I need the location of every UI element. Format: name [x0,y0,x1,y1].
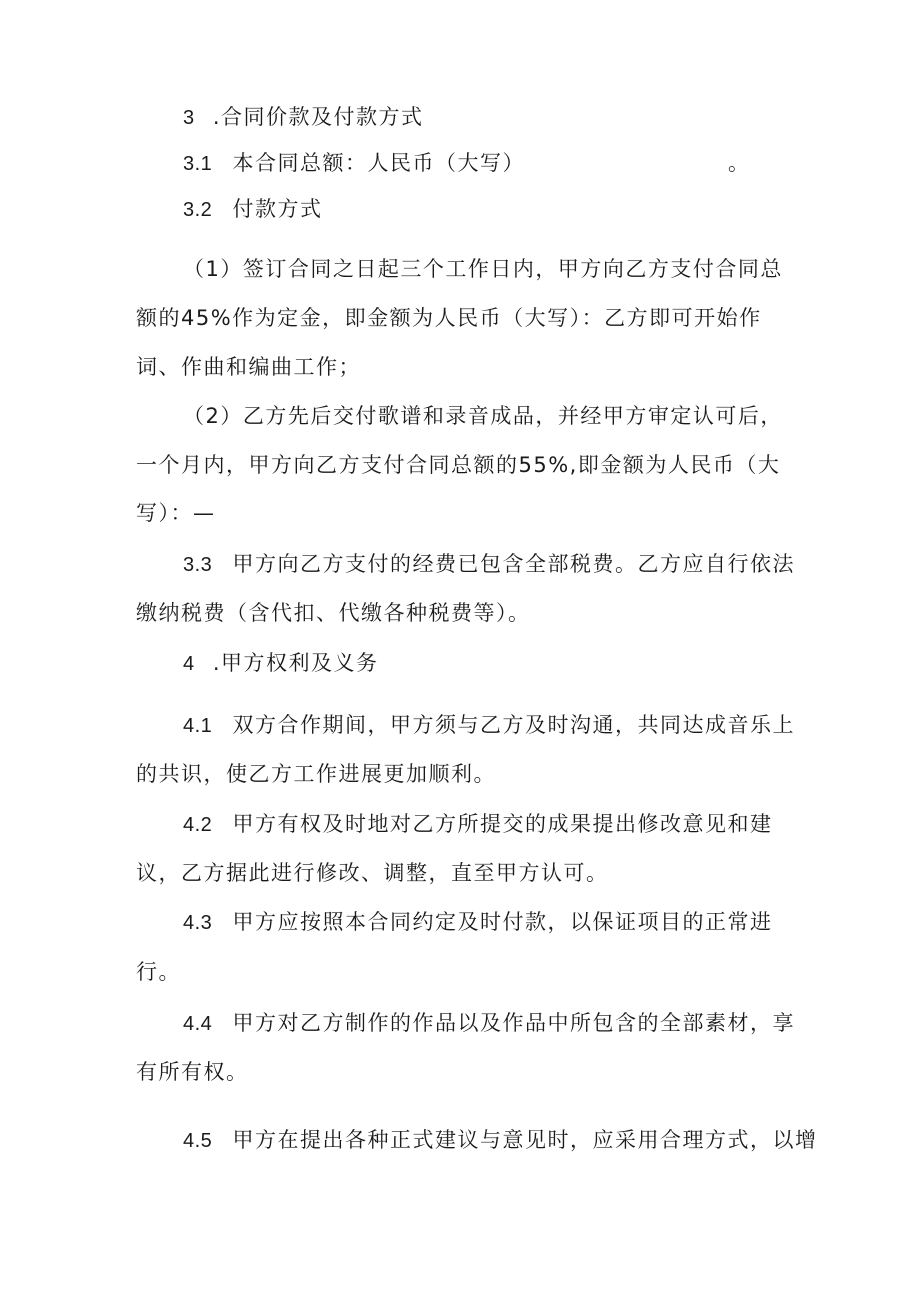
clause-3-3-number: 3.3 [183,554,213,576]
payment-item-1-line-3: 词、作曲和编曲工作； [136,355,361,379]
clause-4-2-line-1: 甲方有权及时地对乙方所提交的成果提出修改意见和建 [232,812,773,836]
payment-item-2-line-1: （2）乙方先后交付歌谱和录音成品，并经甲方审定认可后， [183,404,783,428]
payment-item-1-line-1: （1）签订合同之日起三个工作日内，甲方向乙方支付合同总 [183,257,783,281]
clause-3-1-number: 3.1 [183,153,213,175]
clause-4-4-line-1: 甲方对乙方制作的作品以及作品中所包含的全部素材，享 [232,1011,795,1035]
clause-4-3-line-1: 甲方应按照本合同约定及时付款，以保证项目的正常进 [232,910,773,934]
section-3-heading [183,102,424,133]
section-4-heading [183,648,379,679]
payment-item-1-line-2: 额的45%作为定金，即金额为人民币（大写）：乙方即可开始作 [136,306,762,330]
clause-4-1 [183,710,795,741]
clause-4-2-number: 4.2 [183,814,213,836]
clause-4-5-line-1: 甲方在提出各种正式建议与意见时，应采用合理方式，以增 [232,1128,818,1152]
clause-3-1 [183,148,525,179]
clause-3-2 [183,194,323,225]
clause-4-3-line-2: 行。 [136,960,181,984]
clause-4-4-line-2: 有所有权。 [136,1060,249,1084]
clause-3-2-number: 3.2 [183,199,213,221]
clause-3-1-end: 。 [728,151,751,175]
clause-4-1-line-2: 的共识，使乙方工作进展更加顺利。 [136,762,496,786]
section-3-number: 3 [183,107,195,129]
section-3-title: .合同价款及付款方式 [212,105,424,129]
clause-4-2-line-2: 议，乙方据此进行修改、调整，直至甲方认可。 [136,861,609,885]
clause-3-3 [183,549,795,580]
clause-3-3-line-1: 甲方向乙方支付的经费已包含全部税费。乙方应自行依法 [232,552,795,576]
clause-4-1-number: 4.1 [183,715,213,737]
clause-4-3-number: 4.3 [183,912,213,934]
clause-4-5-number: 4.5 [183,1130,213,1152]
clause-3-1-text: 本合同总额：人民币（大写） [232,151,525,175]
clause-4-4 [183,1008,795,1039]
clause-4-5 [183,1125,818,1156]
section-4-title: .甲方权利及义务 [212,651,379,675]
clause-4-4-number: 4.4 [183,1013,213,1035]
clause-4-3 [183,907,773,938]
payment-item-2-line-2: 一个月内，甲方向乙方支付合同总额的55%,即金额为人民币（大 [136,453,781,477]
clause-4-2 [183,809,773,840]
clause-3-2-text: 付款方式 [232,197,323,221]
section-4-number: 4 [183,653,195,675]
payment-item-2-line-3: 写）：— [136,501,216,525]
clause-3-3-line-2: 缴纳税费（含代扣、代缴各种税费等）。 [136,601,531,625]
clause-4-1-line-1: 双方合作期间，甲方须与乙方及时沟通，共同达成音乐上 [232,713,795,737]
